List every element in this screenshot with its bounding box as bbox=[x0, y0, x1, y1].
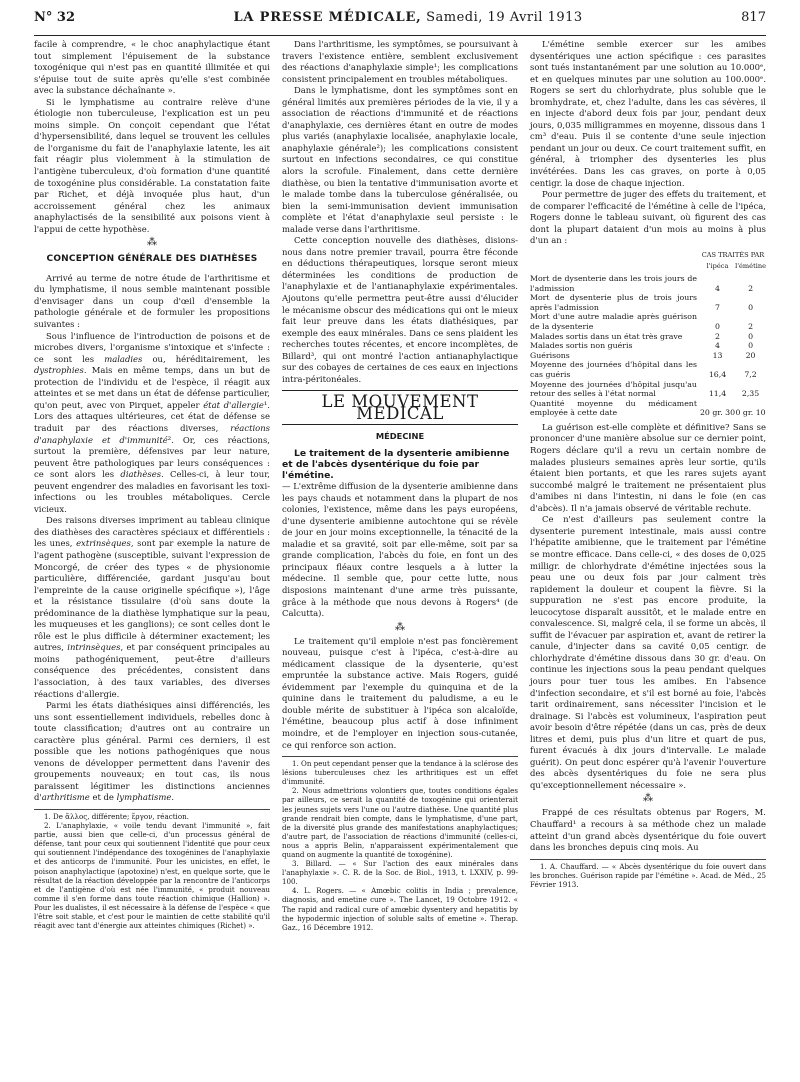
page-header bbox=[34, 10, 766, 36]
paragraph: Arrivé au terme de notre étude de l'arthritisme et du lymphatisme, il nous semble maintenant possible d'envisager dans un coup d'œil d'ensemble la pathologie générale et de formuler les propositions suivantes : bbox=[34, 272, 270, 330]
section-separator: ⁂ bbox=[643, 793, 653, 805]
page-number: 817 bbox=[741, 10, 766, 25]
paragraph: Le traitement qu'il emploie n'est pas foncièrement nouveau, puisque c'est à l'ipéca, c'est-à-dire au médicament classique de la dysenterie, qu'est empruntée la substance active. Mais Rogers, guidé évidemment par l'exemple du quinquina et de la quinine dans le traitement du paludisme, a eu le double mérite de substituer à l'ipéca son alcaloïde, l'émétine, beaucoup plus actif à dose infiniment moindre, et de l'employer en injection sous-cutanée, ce qui renforce son action. bbox=[282, 635, 518, 750]
footnote: 1. On peut cependant penser que la tendance à la sclérose des lésions tuberculeuses chez les arthritiques est un effet d'immunité. bbox=[282, 759, 518, 787]
footnotes bbox=[530, 859, 766, 889]
table-col-header: l'émétine bbox=[735, 262, 766, 271]
article-title: Le traitement de la dysenterie amibienne et de l'abcès dysentérique du foie par l'émétine. bbox=[282, 448, 510, 482]
column-3 bbox=[530, 39, 766, 932]
journal-title bbox=[233, 10, 582, 25]
column-1 bbox=[34, 39, 270, 932]
table-col-header: l'ipéca bbox=[706, 262, 729, 271]
section-separator: ⁂ bbox=[395, 621, 405, 633]
table-row: Mort de dysenterie dans les trois jours de l'admission 4 2 bbox=[530, 274, 754, 293]
table-header-group bbox=[530, 251, 766, 263]
rubric-title: LE MOUVEMENT MÉDICAL bbox=[282, 390, 518, 424]
section-title: CONCEPTION GÉNÉRALE DES DIATHÈSES bbox=[46, 254, 258, 265]
table-row: Moyenne des journées d'hôpital dans les cas guéris 16,4 7,2 bbox=[530, 360, 757, 379]
footnote: 2. Nous admettrions volontiers que, toutes conditions égales par ailleurs, ce serait la quantité de toxogénine qui orienterait les jeunes sujets vers l'une ou l'autre diathèse. Une quantité plus grande rendrait bien compte, dans le lymphatisme, d'une part, de la diversité plus grande des manifestations anaphylactiques; d'autre part, de l'association de réactions d'immunité (celles-ci, nous a appris Belin, n'apparaissent expérimentalement que quand on augmente la quantité de toxogénine). bbox=[282, 786, 518, 860]
journal-name: LA PRESSE MÉDICALE, bbox=[233, 10, 422, 25]
footnote: 1. De ἄλλος, différente; ἔργον, réaction. bbox=[44, 812, 189, 821]
table-header-row bbox=[530, 262, 766, 274]
paragraph: Si le lymphatisme au contraire relève d'une étiologie non tuberculeuse, l'explication est un peu moins simple. On conçoit cependant que l'état d'hypersensibilité, dans lequel se trouvent les cellules de l'organisme du fait de l'anaphylaxie latente, les ait fait réagir plus violemment à la stimulation de l'antigène tuberculeux, d'où formation d'une quantité de toxogénine plus considérable. La constatation faite par Richet, et déjà invoquée plus haut, d'un accroissement général chez les animaux anaphylactisés de la sensibilité aux poisons vient à l'appui de cette hypothèse. bbox=[34, 96, 270, 234]
table-row: Quantité moyenne du médicament employée à cette date 20 gr. 30 0 gr. 10 bbox=[530, 398, 766, 418]
footnote: 3. Billard. — « Sur l'action des eaux minérales dans l'anaphylaxie ». C. R. de la Soc. de Biol., 1913, t. LXXIV, p. 99-100. bbox=[282, 859, 518, 887]
paragraph: Sous l'influence de l'introduction de poisons et de microbes divers, l'organisme s'intoxique et s'infecte : ce sont les maladies ou, héréditairement, les dystrophies. Mais en même temps, dans un but de protection de l'individu et de l'espèce, il réagit aux atteintes et se met dans un état de défense particulier, qu'on peut, avec von Pirquet, appeler état d'allergie¹. Lors des attaques ultérieures, cet état de défense se traduit par des réactions diverses, réactions d'anaphylaxie et d'immunité². Or, ces réactions, surtout la première, défensives par leur nature, peuvent être pathologiques par leurs conséquences : ce sont alors les diathèses. Celles-ci, à leur tour, peuvent engendrer des maladies en favorisant les toxi-infections ou les troubles métaboliques. Cercle vicieux. bbox=[34, 330, 270, 514]
paragraph: La guérison est-elle complète et définitive? Sans se prononcer d'une manière absolue sur ce dernier point, Rogers déclare qu'il a revu un certain nombre de malades plusieurs semaines après leur sortie, qu'ils étaient bien portants, et que les rares sujets ayant succombé malgré le traitement ne présentaient plus d'amibes ni dans l'intestin, ni dans le foie (en cas d'abcès). Il n'a jamais observé de véritable rechute. bbox=[530, 421, 766, 513]
paragraph: Frappé de ces résultats obtenus par Rogers, M. Chauffard¹ a recours à sa méthode chez un malade atteint d'un grand abcès dysentérique du foie ouvert dans les bronches depuis cinq mois. Au bbox=[530, 807, 766, 853]
footnote: 2. L'anaphylaxie, « voile tendu devant l'immunité », fait partie, aussi bien que celle-ci, d'un processus général de défense, tant pour ceux qui soutiennent l'identité que pour ceux qui soutiennent l'indépendance des toxogénines de l'anaphylaxie et des anticorps de l'immunité. Pour les unicistes, en effet, le poison anaphylactique (apotoxine) n'est, en quelque sorte, que le résultat de la réaction développée par la rencontre de l'anticorps et de l'antigène d'où est née l'immunité, « produit nouveau comme il s'en forme dans toute réaction chimique (Hallion) ». Pour les dualistes, il est nécessaire à la défense de l'espèce « que l'être soit stable, et c'est pour le maintien de cette stabilité qu'il réagit avec tant d'énergie aux atteintes chimiques (Richet) ». bbox=[34, 821, 270, 931]
footnotes bbox=[282, 756, 518, 932]
results-table bbox=[530, 251, 766, 418]
issue-number: N° 32 bbox=[34, 10, 75, 25]
columns bbox=[34, 39, 766, 932]
paragraph: facile à comprendre, « le choc anaphylactique étant tout simplement l'épuisement de la substance toxogénique qui n'est pas en quantité illimitée et qui s'épuise tout de suite après qu'elle s'est combinée avec la substance déchaînante ». bbox=[34, 39, 270, 96]
table-group-header: CAS TRAITÉS PAR bbox=[701, 250, 765, 259]
section-separator: ⁂ bbox=[147, 237, 157, 249]
paragraph: Dans l'arthritisme, les symptômes, se poursuivant à travers l'existence entière, semblent exclusivement des réactions d'anaphylaxie simple¹; les complications consistent principalement en troubles métaboliques. bbox=[282, 39, 518, 84]
paragraph: Cette conception nouvelle des diathèses, disions-nous dans notre premier travail, pourra être féconde en déductions thérapeutiques, lorsque seront mieux déterminées les conditions de production de l'anaphylaxie et de l'antianaphylaxie expérimentales. Ajoutons qu'elle permettra peut-être aussi d'élucider le mécanisme obscur des médications qui ont le mieux fait leur preuve dans les états diathésiques, par exemple des eaux minérales. Dans ce sens plaident les recherches toutes récentes, et encore incomplètes, de Billard³, qui ont montré l'action antianaphylactique sur des cobayes de certaines de ces eaux en injections intra-péritonéales. bbox=[282, 235, 518, 384]
footnote: 4. L. Rogers. — « Amœbic colitis in India ; prevalence, diagnosis, and emetine cure ». The Lancet, 19 Octobre 1912. « The rapid and radical cure of amœbic dysentery and hepatitis by the hypodermic injection of soluble salts of emetine ». Therap. Gaz., 16 Décembre 1912. bbox=[282, 886, 518, 932]
table-row: Malades sortis non guéris 4 0 bbox=[530, 341, 754, 351]
footnote: 1. A. Chauffard. — « Abcès dysentérique du foie ouvert dans les bronches. Guérison rapide par l'émétine ». Acad. de Méd., 25 Février 1913. bbox=[530, 861, 766, 889]
paragraph: Dans le lymphatisme, dont les symptômes sont en général limités aux premières périodes de la vie, il y a association de réactions d'immunité et de réactions d'anaphylaxie, ces dernières étant en outre de modes plus variés (anaphylaxie localisée, anaphylaxie locale, anaphylaxie générale²); les complications consistent surtout en infections secondaires, ce qui constitue alors la scrofule. Finalement, dans cette dernière diathèse, ou bien la tentative d'immunisation avorte et le malade tombe dans la tuberculose généralisée, ou bien la semi-immunisation devient immunisation complète et l'état d'anaphylaxie seul persiste : le malade verse dans l'arthritisme. bbox=[282, 85, 518, 234]
column-2 bbox=[282, 39, 518, 932]
table-row: Malades sortis dans un état très grave 2 0 bbox=[530, 331, 754, 341]
issue-date: Samedi, 19 Avril 1913 bbox=[421, 10, 583, 25]
paragraph: Des raisons diverses impriment au tableau clinique des diathèses des caractères spéciaux et différentiels : les unes, extrinsèques, sont par exemple la nature de l'agent pathogène (susceptible, suivant l'expression de Moncorgé, de créer des types « de physionomie particulière, différenciée, gardant jusqu'au bout l'empreinte de la cause originelle spécifique »), l'âge et la résistance tissulaire (d'où sans doute la prédominance de la diathèse lymphatique sur la peau, les muqueuses et les ganglions); ce sont celles dont le rôle est le plus difficile à déterminer exactement; les autres, intrinsèques, et par conséquent principales au moins pathogéniquement, peut-être d'ailleurs conséquence des précédentes, consistent dans l'association, à des taux variables, des diverses réactions d'allergie. bbox=[34, 515, 270, 699]
footnotes bbox=[34, 809, 270, 930]
table-row: Guérisons 13 20 bbox=[530, 350, 756, 360]
paragraph: L'émétine semble exercer sur les amibes dysentériques une action spécifique : ces parasites sont tués instantanément par une solution au 10.000ᵉ, et en quelques minutes par une solution au 100.000ᵉ. Rogers se sert du chlorhydrate, plus soluble que le bromhydrate, et, chez l'adulte, dans les cas sévères, il en injecte d'abord deux fois par jour, pendant deux jours, 0,035 milligrammes en moyenne, dissous dans 1 cm³ d'eau. Puis il se contente d'une seule injection pendant un jour ou deux. Ce court traitement suffit, en général, à triompher des dysenteries les plus invétérées. Dans les cas graves, on porte à 0,05 centigr. la dose de chaque injection. bbox=[530, 39, 766, 188]
table-row: Moyenne des journées d'hôpital jusqu'au retour des selles à l'état normal 11,4 2,35 bbox=[530, 379, 760, 399]
paragraph: Ce n'est d'ailleurs pas seulement contre la dysenterie purement intestinale, mais aussi contre l'hépatite amibienne, que le traitement par l'émétine se montre efficace. Dans celle-ci, « des doses de 0,025 milligr. de chlorhydrate d'émétine injectées sous la peau une ou deux fois par jour calment très rapidement la douleur et coupent la fièvre. Si la suppuration ne s'est pas encore produite, la leucocytose disparaît aussitôt, et le malade entre en convalescence. Si, malgré cela, il se forme un abcès, il suffit de l'évacuer par aspiration et, avant de retirer la canule, d'injecter dans sa cavité 0,05 centigr. de chlorhydrate d'émétine dissous dans 30 gr. d'eau. On continue les injections sous la peau pendant quelques jours pour tuer tous les amibes. En l'absence d'infection secondaire, et s'il est borné au foie, l'abcès tarit ordinairement, sans nécessiter l'incision et le drainage. Si l'abcès est volumineux, l'aspiration peut avoir besoin d'être répétée (dans un cas, près de deux litres et demi, puis plus d'un litre et quart de pus, furent évacués à dix jours d'intervalle. Le malade guérit). On peut donc espérer qu'à l'avenir l'ouverture des abcès dysentériques du foie ne sera plus qu'exceptionnellement nécessaire ». bbox=[530, 514, 766, 790]
paragraph: Pour permettre de juger des effets du traitement, et de comparer l'efficacité de l'émétine à celle de l'ipéca, Rogers donne le tableau suivant, où figurent des cas dont la plupart dataient d'un mois au moins à plus d'un an : bbox=[530, 189, 766, 246]
paragraph: — L'extrême diffusion de la dysenterie amibienne dans les pays chauds et notamment dans la plupart de nos colonies, l'existence, même dans les pays européens, d'une dysenterie amibienne autochtone qui se révèle de jour en jour moins exceptionnelle, la ténacité de la maladie et sa gravité, soit par elle-même, soit par sa grande complication, l'abcès du foie, en font un des principaux fléaux contre lesquels a à lutter la médecine. Il semble que, pour cette lutte, nous disposions maintenant d'une arme très puissante, grâce à la méthode que nous devons à Rogers⁴ (de Calcutta). bbox=[282, 481, 518, 619]
paragraph: Parmi les états diathésiques ainsi différenciés, les uns sont essentiellement individuels, rebelles donc à toute classification; d'autres ont au contraire un caractère plus général. Parmi ces derniers, il est possible que les notions pathogéniques que nous venons de développer permettent dans l'avenir des groupements nouveaux; en tout cas, ils nous paraissent légitimer les distinctions anciennes d'arthritisme et de lymphatisme. bbox=[34, 700, 270, 803]
table-row: Mort d'une autre maladie après guérison de la dysenterie 0 2 bbox=[530, 312, 754, 331]
rubric-subsection: MÉDECINE bbox=[375, 430, 425, 441]
table-row: Mort de dysenterie plus de trois jours après l'admission 7 0 bbox=[530, 293, 754, 312]
